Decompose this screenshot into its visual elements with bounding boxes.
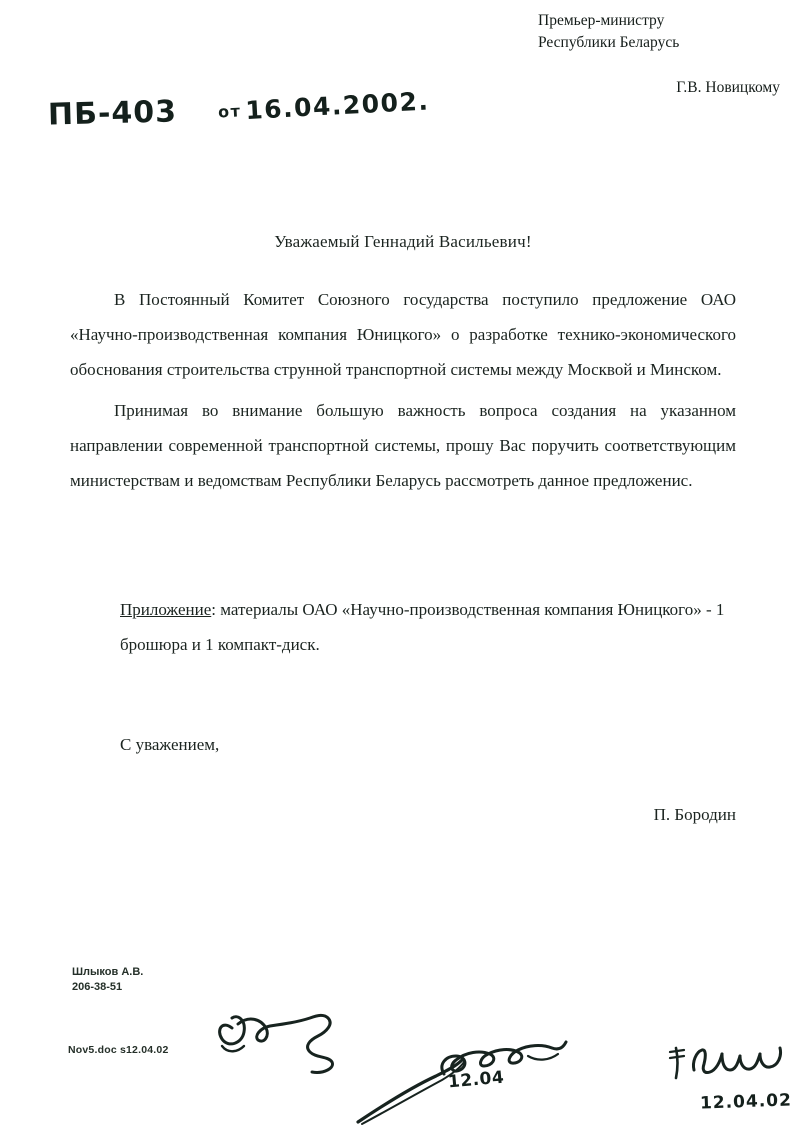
attachment-block [120,592,740,662]
addressee-line-2: Республики Беларусь [538,34,680,52]
signer-name: П. Бородин [653,805,736,824]
salutation: Уважаемый Геннадий Васильевич! [274,232,532,251]
signature-date-middle: 12.04 [447,1067,506,1093]
body-paragraph-1: В Постоянный Комитет Союзного государства поступило предложение ОАО «Научно-производственная компания Юницкого» о разработке технико-экономического обоснования строительства струнной транспортной системы между Москвой и Минском. [70,290,736,379]
attachment-text: : материалы ОАО «Научно-производственная компания Юницкого» - 1 брошюра и 1 компакт-диск. [120,600,725,654]
body-text [70,282,736,498]
signature-date-right: 12.04.02 [699,1090,793,1114]
registration-number-handwritten: ПБ-403 [47,94,178,133]
signature-right [668,1040,788,1096]
executor-block [72,965,143,995]
registration-date-handwritten [217,86,430,126]
registration-date-prefix: от [217,101,242,122]
addressee-person: Г.В. Новицкому [676,78,780,96]
body-paragraph-2: Принимая во внимание большую важность вопроса создания на указанном направлении современной транспортной системы, прошу Вас поручить соответствующим министерствам и ведомствам Республики Беларусь рассмотреть данное предложенис. [70,401,736,490]
executor-phone: 206-38-51 [72,980,123,993]
attachment-label: Приложение [120,600,212,619]
registration-date-value: 16.04.2002. [244,86,431,126]
closing-phrase: С уважением, [120,735,220,754]
addressee-line-1: Премьер-министру [538,12,665,29]
signature-left [214,1006,414,1116]
addressee-block [538,10,788,99]
file-reference: Nov5.doc s12.04.02 [68,1044,169,1056]
executor-name: Шлыков А.В. [72,966,144,978]
